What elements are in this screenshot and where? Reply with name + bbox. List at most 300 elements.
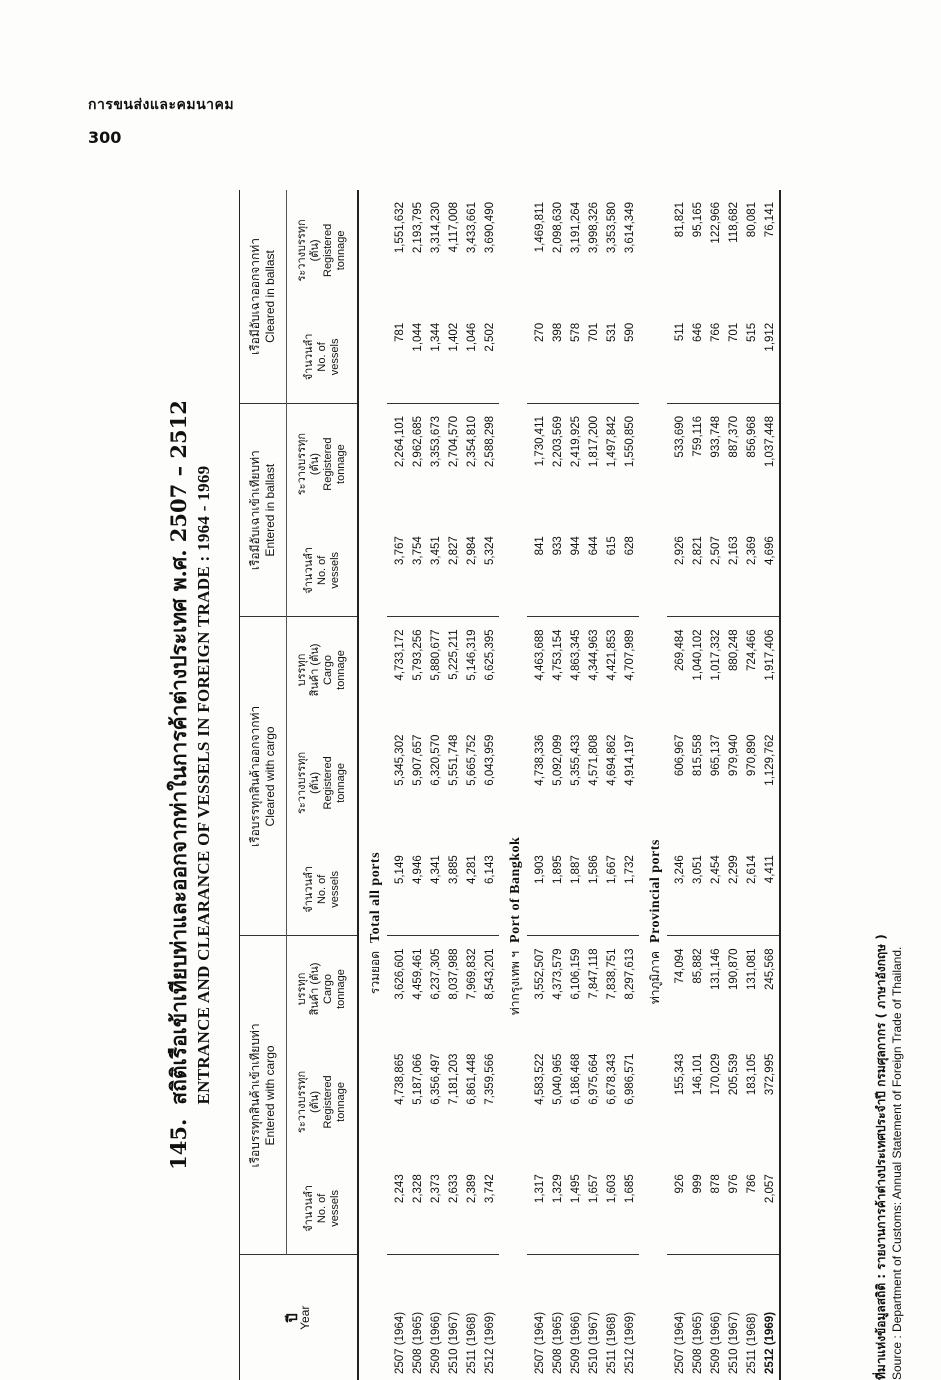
value-cell: 372,995	[761, 1042, 780, 1163]
group-header-entered-cargo	[240, 936, 287, 1255]
value-cell: 1,903	[527, 843, 549, 936]
value-cell: 2,243	[387, 1162, 409, 1255]
value-cell: 6,320,570	[430, 734, 442, 786]
value-cell: 628	[621, 524, 639, 617]
year-cell: 2508 (1965)	[412, 1311, 424, 1374]
value-cell: 766	[707, 311, 725, 404]
page-number: 300	[88, 128, 122, 147]
col-label-english: vessels	[328, 871, 341, 908]
value-cell: 1,657	[585, 1162, 603, 1255]
value-cell: 2,264,101	[394, 415, 406, 468]
section-heading-total-all-ports	[358, 190, 387, 1380]
value-cell: 4,733,172	[394, 629, 406, 681]
value-cell: 1,040,102	[692, 629, 704, 681]
year-cell: 2509 (1966)	[570, 1311, 582, 1374]
value-cell: 2,373	[427, 1162, 445, 1255]
section-spacer	[499, 1255, 527, 1380]
col-label-thai: (ตัน)	[309, 771, 321, 794]
table-row	[463, 190, 481, 1380]
value-cell: 6,861,448	[466, 1053, 478, 1105]
col-label-english: Cargo	[322, 974, 334, 1004]
value-cell: 155,343	[674, 1053, 686, 1096]
value-cell: 3,314,230	[430, 202, 442, 254]
col-label-english: No. of	[315, 874, 328, 905]
table-row	[621, 190, 639, 1380]
value-cell: 5,907,657	[412, 734, 424, 786]
value-cell: 759,116	[692, 415, 704, 457]
col-label-english: tonnage	[335, 969, 347, 1009]
value-cell: 970,890	[746, 734, 758, 777]
value-cell: 3,754	[409, 524, 427, 617]
value-cell: 3,885	[445, 843, 463, 936]
value-cell: 1,469,811	[534, 202, 546, 253]
col-label-english: vessels	[328, 1190, 341, 1227]
year-header-thai: ปี	[283, 1313, 300, 1323]
value-cell: 4,341	[427, 843, 445, 936]
year-cell: 2510 (1967)	[448, 1311, 460, 1374]
value-cell: 815,558	[692, 734, 704, 777]
year-cell: 2511 (1968)	[466, 1312, 478, 1374]
year-cell: 2511 (1968)	[746, 1312, 758, 1374]
col-label-thai: ระวางบรรทุก	[296, 1070, 308, 1134]
value-cell: 5,665,752	[466, 734, 478, 786]
value-cell: 3,998,326	[588, 202, 600, 254]
value-cell: 979,940	[728, 734, 740, 777]
table-row	[481, 190, 499, 1380]
value-cell: 1,046	[463, 311, 481, 404]
source-thai: ที่มาแห่งข้อมูลสถิติ : รายงานการค้าต่างประเทศประจำปี กรมศุลกากร ( ภาษาอังกฤษ )	[874, 934, 888, 1380]
value-cell: 878	[707, 1162, 725, 1255]
value-cell: 2,588,298	[484, 415, 496, 468]
value-cell: 4,459,461	[412, 948, 424, 1000]
value-cell: 6,043,959	[484, 734, 496, 786]
value-cell: 5,092,099	[552, 734, 564, 786]
value-cell: 4,117,008	[448, 202, 460, 253]
col-label-english: Registered	[322, 437, 334, 491]
col-header-registered	[287, 403, 359, 524]
year-cell: 2509 (1966)	[710, 1311, 722, 1374]
value-cell: 1,402	[445, 311, 463, 404]
value-cell: 3,767	[387, 524, 409, 617]
table-row	[761, 190, 780, 1380]
value-cell: 841	[527, 524, 549, 617]
value-cell: 3,051	[689, 843, 707, 936]
value-cell: 1,667	[603, 843, 621, 936]
table-title	[165, 190, 229, 1380]
value-cell: 701	[585, 311, 603, 404]
value-cell: 786	[743, 1162, 761, 1255]
value-cell: 590	[621, 311, 639, 404]
table-number: 145.	[166, 1118, 191, 1170]
value-cell: 2,328	[409, 1162, 427, 1255]
value-cell: 8,037,988	[448, 948, 460, 1000]
value-cell: 2,193,795	[412, 202, 424, 254]
value-cell: 976	[725, 1162, 743, 1255]
value-cell: 1,344	[427, 311, 445, 404]
rotated-table-page	[165, 190, 941, 1380]
value-cell: 6,678,343	[606, 1053, 618, 1105]
value-cell: 7,359,566	[484, 1053, 496, 1105]
value-cell: 1,730,411	[534, 415, 546, 467]
year-cell: 2511 (1968)	[606, 1312, 618, 1374]
col-header-registered	[287, 190, 359, 311]
value-cell: 578	[567, 311, 585, 404]
section-heading-cell	[639, 190, 667, 1255]
value-cell: 4,738,865	[394, 1053, 406, 1105]
value-cell: 85,882	[692, 948, 704, 984]
value-cell: 4,707,989	[624, 629, 636, 681]
group-title-thai: เรือบรรทุกสินค้าออกจากท่า	[248, 705, 262, 847]
table-row	[527, 190, 549, 1380]
year-cell: 2509 (1966)	[430, 1311, 442, 1374]
value-cell: 170,029	[710, 1053, 722, 1096]
year-header-english: Year	[297, 1305, 312, 1330]
year-cell: 2510 (1967)	[588, 1311, 600, 1374]
section-title-thai: ท่ากรุงเทพ ฯ	[508, 950, 522, 1016]
value-cell: 6,986,571	[624, 1053, 636, 1105]
value-cell: 1,044	[409, 311, 427, 404]
value-cell: 3,451	[427, 524, 445, 617]
section-title-english: Total all ports	[368, 851, 383, 943]
value-cell: 5,149	[387, 843, 409, 936]
value-cell: 5,551,748	[448, 734, 460, 786]
value-cell: 4,946	[409, 843, 427, 936]
year-cell: 2507 (1964)	[674, 1311, 686, 1374]
col-label-thai: (ตัน)	[309, 453, 321, 476]
value-cell: 5,225,211	[448, 629, 460, 680]
group-header-cleared-ballast	[240, 190, 287, 403]
value-cell: 2,354,810	[466, 415, 478, 468]
value-cell: 944	[567, 524, 585, 617]
table-row	[445, 190, 463, 1380]
value-cell: 5,146,319	[466, 629, 478, 681]
col-label-thai: (ตัน)	[309, 239, 321, 262]
value-cell: 1,129,762	[761, 723, 780, 844]
title-english: ENTRANCE AND CLEARANCE OF VESSELS IN FOREIGN TRADE : 1964 - 1969	[194, 465, 213, 1105]
value-cell: 76,141	[761, 190, 780, 311]
col-label-thai: ระวางบรรทุก	[296, 219, 308, 282]
value-cell: 701	[725, 311, 743, 404]
year-cell: 2507 (1964)	[394, 1311, 406, 1374]
value-cell: 6,186,468	[570, 1053, 582, 1105]
section-title-english: Provincial ports	[648, 839, 663, 943]
section-heading-provincial-ports	[639, 190, 667, 1380]
value-cell: 2,369	[743, 524, 761, 617]
value-cell: 965,137	[710, 734, 722, 777]
value-cell: 1,917,406	[761, 617, 780, 723]
group-title-thai: เรือบรรทุกสินค้าเข้าเทียบท่า	[248, 1023, 262, 1168]
value-cell: 5,793,256	[412, 629, 424, 681]
group-title-thai: เรือมีอับเฉาเข้าเทียบท่า	[248, 450, 262, 571]
table-row	[707, 190, 725, 1380]
col-header-vessels	[287, 311, 359, 404]
table-row	[427, 190, 445, 1380]
value-cell: 6,975,664	[588, 1053, 600, 1105]
value-cell: 7,838,751	[606, 948, 618, 1000]
group-title-english: Cleared with cargo	[263, 726, 277, 827]
value-cell: 2,614	[743, 843, 761, 936]
col-label-thai: ระวางบรรทุก	[296, 432, 308, 496]
table-row	[567, 190, 585, 1380]
section-spacer	[639, 1255, 667, 1380]
value-cell: 2,163	[725, 524, 743, 617]
value-cell: 4,373,579	[552, 948, 564, 1000]
value-cell: 781	[387, 311, 409, 404]
value-cell: 4,463,688	[534, 629, 546, 681]
value-cell: 3,246	[667, 843, 689, 936]
value-cell: 8,543,201	[484, 948, 496, 1000]
col-label-english: tonnage	[335, 1082, 347, 1122]
value-cell: 4,281	[463, 843, 481, 936]
table-row	[743, 190, 761, 1380]
group-title-thai: เรือมีอับเฉาออกจากท่า	[248, 238, 262, 355]
value-cell: 5,355,433	[570, 734, 582, 786]
col-label-english: No. of	[315, 555, 328, 585]
year-cell: 2510 (1967)	[728, 1311, 740, 1374]
value-cell: 1,817,200	[588, 415, 600, 468]
section-spacer	[358, 1255, 387, 1380]
value-cell: 1,037,448	[761, 403, 780, 524]
value-cell: 3,742	[481, 1162, 499, 1255]
value-cell: 2,962,685	[412, 415, 424, 468]
col-label-english: Registered	[322, 1075, 334, 1129]
source-english: Source : Department of Customs: Annual Statement of Foreign Trade of Thailand.	[890, 946, 904, 1380]
value-cell: 1,017,332	[710, 629, 722, 681]
value-cell: 4,571,808	[588, 734, 600, 786]
value-cell: 3,626,601	[394, 948, 406, 1000]
value-cell: 2,057	[761, 1162, 780, 1255]
col-label-english: vessels	[328, 551, 341, 589]
col-label-thai: จำนวนลำ	[302, 333, 315, 381]
value-cell: 2,419,925	[570, 415, 582, 468]
col-label-english: tonnage	[335, 230, 347, 271]
table-row	[585, 190, 603, 1380]
value-cell: 4,411	[761, 843, 780, 936]
value-cell: 131,081	[746, 948, 758, 991]
value-cell: 4,696	[761, 524, 780, 617]
col-label-thai: (ตัน)	[309, 1090, 321, 1113]
value-cell: 2,507	[707, 524, 725, 617]
sub-header-row	[287, 190, 359, 1380]
value-cell: 646	[689, 311, 707, 404]
value-cell: 2,984	[463, 524, 481, 617]
value-cell: 8,297,613	[624, 948, 636, 1000]
value-cell: 606,967	[674, 734, 686, 777]
year-cell: 2507 (1964)	[534, 1311, 546, 1374]
value-cell: 1,551,632	[394, 202, 406, 254]
value-cell: 6,237,305	[430, 948, 442, 1000]
value-cell: 3,690,490	[484, 202, 496, 254]
value-cell: 146,101	[692, 1053, 704, 1096]
title-thai: สถิติเรือเข้าเทียบท่าและออกจากท่าในการค้าต่างประเทศ พ.ศ. 2507 – 2512	[166, 400, 191, 1105]
group-title-english: Cleared in ballast	[263, 250, 277, 343]
table-row	[725, 190, 743, 1380]
value-cell: 4,694,862	[606, 734, 618, 786]
value-cell: 1,329	[549, 1162, 567, 1255]
value-cell: 2,203,569	[552, 415, 564, 468]
col-header-cargo	[287, 936, 359, 1042]
col-label-thai: บรรทุก	[296, 972, 308, 1006]
value-cell: 511	[667, 311, 689, 404]
value-cell: 1,603	[603, 1162, 621, 1255]
value-cell: 270	[527, 311, 549, 404]
value-cell: 6,625,395	[484, 629, 496, 681]
value-cell: 933	[549, 524, 567, 617]
value-cell: 205,539	[728, 1053, 740, 1096]
value-cell: 2,389	[463, 1162, 481, 1255]
value-cell: 80,081	[746, 202, 758, 238]
value-cell: 6,143	[481, 843, 499, 936]
value-cell: 880,248	[728, 629, 740, 671]
title-thai-line	[165, 190, 193, 1380]
vessels-table	[239, 190, 781, 1380]
col-label-thai: จำนวนลำ	[302, 546, 315, 594]
value-cell: 4,344,963	[588, 629, 600, 681]
running-head: การขนส่งและคมนาคม	[88, 97, 235, 113]
year-cell: 2512 (1969)	[761, 1255, 780, 1380]
value-cell: 7,847,118	[588, 948, 600, 999]
col-label-english: tonnage	[335, 763, 347, 803]
value-cell: 1,550,850	[624, 415, 636, 468]
col-header-registered	[287, 1042, 359, 1163]
value-cell: 7,969,832	[466, 948, 478, 1000]
group-title-english: Entered in ballast	[263, 463, 277, 557]
value-cell: 2,299	[725, 843, 743, 936]
value-cell: 269,484	[674, 629, 686, 671]
value-cell: 3,552,507	[534, 948, 546, 1000]
value-cell: 1,895	[549, 843, 567, 936]
value-cell: 1,685	[621, 1162, 639, 1255]
col-header-vessels	[287, 1162, 359, 1255]
source-note	[873, 190, 905, 1380]
col-label-thai: สินค้า (ตัน)	[309, 962, 321, 1016]
value-cell: 1,912	[761, 311, 780, 404]
col-label-thai: จำนวนลำ	[302, 865, 315, 913]
value-cell: 2,633	[445, 1162, 463, 1255]
table-row	[667, 190, 689, 1380]
year-header	[240, 1255, 359, 1380]
col-label-thai: จำนวนลำ	[302, 1185, 315, 1232]
value-cell: 5,187,066	[412, 1053, 424, 1105]
value-cell: 1,495	[567, 1162, 585, 1255]
value-cell: 4,421,853	[606, 629, 618, 681]
value-cell: 4,753,154	[552, 629, 564, 681]
value-cell: 122,966	[710, 202, 722, 244]
group-header-entered-ballast	[240, 403, 287, 616]
col-label-english: tonnage	[335, 650, 347, 690]
value-cell: 724,466	[746, 629, 758, 671]
table-row	[409, 190, 427, 1380]
value-cell: 999	[689, 1162, 707, 1255]
value-cell: 95,165	[692, 202, 704, 238]
value-cell: 615	[603, 524, 621, 617]
col-label-english: tonnage	[335, 444, 347, 484]
value-cell: 81,821	[674, 202, 686, 238]
year-cell: 2512 (1969)	[484, 1311, 496, 1374]
value-cell: 5,345,302	[394, 734, 406, 786]
col-header-registered	[287, 723, 359, 844]
value-cell: 1,317	[527, 1162, 549, 1255]
col-label-thai: บรรทุก	[296, 653, 308, 687]
value-cell: 5,040,965	[552, 1053, 564, 1105]
table-row	[387, 190, 409, 1380]
table-row	[549, 190, 567, 1380]
value-cell: 533,690	[674, 415, 686, 458]
value-cell: 644	[585, 524, 603, 617]
year-cell: 2508 (1965)	[692, 1311, 704, 1374]
value-cell: 2,827	[445, 524, 463, 617]
col-label-english: vessels	[328, 338, 341, 376]
value-cell: 183,105	[746, 1053, 758, 1096]
section-title-thai: รวมยอด	[368, 950, 382, 995]
value-cell: 3,433,661	[466, 202, 478, 254]
value-cell: 2,454	[707, 843, 725, 936]
value-cell: 7,181,203	[448, 1053, 460, 1105]
col-header-vessels	[287, 843, 359, 936]
year-cell: 2508 (1965)	[552, 1311, 564, 1374]
value-cell: 4,583,522	[534, 1053, 546, 1105]
value-cell: 131,146	[710, 948, 722, 991]
value-cell: 926	[667, 1162, 689, 1255]
col-label-english: Cargo	[322, 654, 334, 685]
section-heading-cell	[358, 190, 387, 1255]
value-cell: 3,191,264	[570, 202, 582, 254]
value-cell: 118,682	[728, 202, 740, 243]
value-cell: 6,106,159	[570, 948, 582, 1000]
group-header-cleared-cargo	[240, 617, 287, 936]
value-cell: 245,568	[761, 936, 780, 1042]
value-cell: 6,356,497	[430, 1053, 442, 1105]
value-cell: 2,502	[481, 311, 499, 404]
value-cell: 3,353,580	[606, 202, 618, 254]
value-cell: 856,968	[746, 415, 758, 458]
table-row	[689, 190, 707, 1380]
group-header-row	[240, 190, 287, 1380]
section-heading-cell	[499, 190, 527, 1255]
value-cell: 4,738,336	[534, 734, 546, 786]
value-cell: 5,880,677	[430, 629, 442, 681]
value-cell: 74,094	[674, 948, 686, 984]
value-cell: 1,497,842	[606, 415, 618, 468]
section-heading-port-of-bangkok	[499, 190, 527, 1380]
value-cell: 1,732	[621, 843, 639, 936]
value-cell: 1,586	[585, 843, 603, 936]
col-label-english: No. of	[315, 1193, 328, 1224]
section-title-english: Port of Bangkok	[508, 836, 523, 943]
section-title-thai: ท่าภูมิภาค	[648, 950, 662, 1005]
year-cell: 2512 (1969)	[624, 1311, 636, 1374]
col-label-english: Registered	[322, 223, 334, 277]
value-cell: 2,926	[667, 524, 689, 617]
value-cell: 398	[549, 311, 567, 404]
value-cell: 887,370	[728, 415, 740, 458]
value-cell: 2,704,570	[448, 415, 460, 468]
value-cell: 531	[603, 311, 621, 404]
col-header-cargo	[287, 617, 359, 723]
table-row	[603, 190, 621, 1380]
value-cell: 2,821	[689, 524, 707, 617]
col-label-english: No. of	[315, 342, 328, 372]
value-cell: 2,098,630	[552, 202, 564, 254]
value-cell: 4,863,345	[570, 629, 582, 681]
col-label-thai: สินค้า (ตัน)	[309, 643, 321, 697]
value-cell: 3,614,349	[624, 202, 636, 254]
value-cell: 1,887	[567, 843, 585, 936]
group-title-english: Entered with cargo	[263, 1045, 277, 1146]
col-label-english: Registered	[322, 756, 334, 810]
value-cell: 4,914,197	[624, 734, 636, 786]
value-cell: 515	[743, 311, 761, 404]
